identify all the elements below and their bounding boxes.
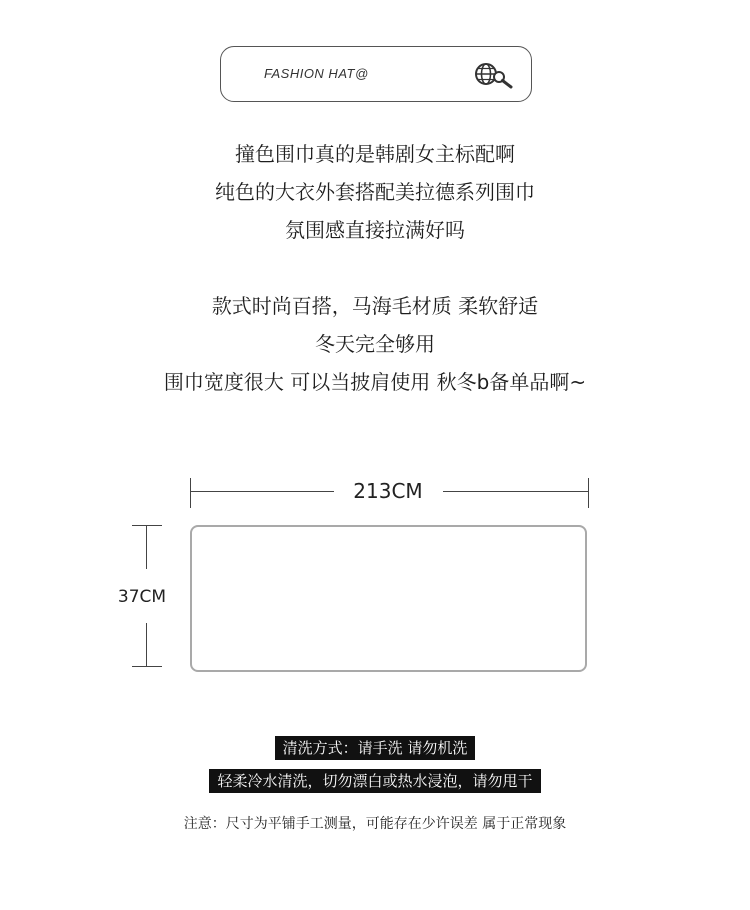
care-method	[0, 736, 750, 760]
search-bar[interactable]	[220, 46, 532, 102]
length-tick-left	[190, 478, 191, 508]
care-method-label: 清洗方式：请手洗 请勿机洗	[275, 736, 476, 760]
length-tick-right	[588, 478, 589, 508]
scarf-outline	[190, 525, 587, 672]
features-line-2: 冬天完全够用	[315, 332, 435, 356]
features-line-3: 围巾宽度很大 可以当披肩使用 秋冬b备单品啊~	[163, 370, 587, 394]
search-text: FASHION HAT@	[264, 66, 369, 81]
width-tick-bottom	[132, 666, 162, 667]
width-label: 37CM	[110, 586, 174, 608]
care-instructions	[0, 769, 750, 793]
width-tick-top	[132, 525, 162, 526]
globe-search-icon	[473, 60, 515, 90]
length-line-right	[443, 491, 588, 492]
features-text	[0, 287, 750, 401]
measurement-note: 注意：尺寸为平铺手工测量，可能存在少许误差 属于正常现象	[183, 816, 567, 832]
intro-line-1: 撞色围巾真的是韩剧女主标配啊	[235, 142, 515, 166]
features-line-1: 款式时尚百搭，马海毛材质 柔软舒适	[211, 294, 539, 318]
length-line-left	[190, 491, 334, 492]
intro-line-2: 纯色的大衣外套搭配美拉德系列围巾	[215, 180, 535, 204]
intro-line-3: 氛围感直接拉满好吗	[285, 218, 465, 242]
length-dimension	[190, 478, 589, 508]
width-line-bottom	[146, 623, 147, 666]
care-instructions-label: 轻柔冷水清洗，切勿漂白或热水浸泡，请勿甩干	[209, 769, 540, 793]
length-label: 213CM	[353, 479, 423, 503]
intro-text	[0, 135, 750, 249]
width-line-top	[146, 525, 147, 569]
width-dimension	[110, 525, 170, 667]
